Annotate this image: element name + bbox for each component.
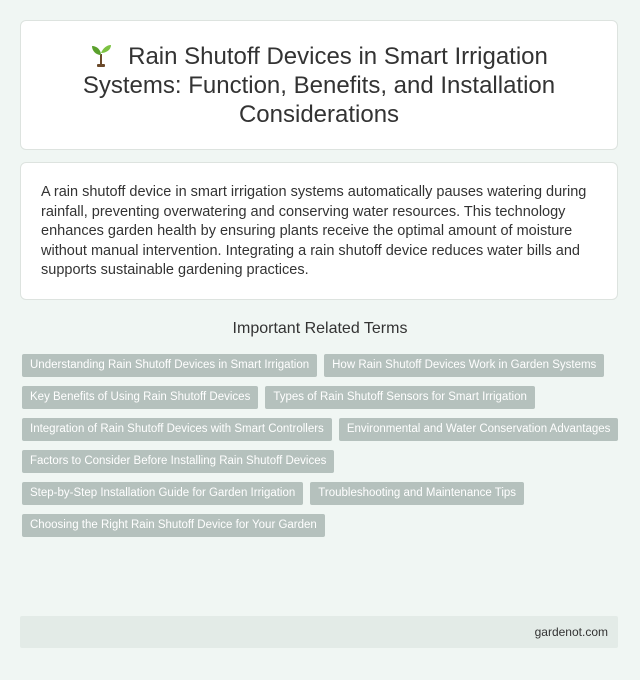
summary-text: A rain shutoff device in smart irrigation systems automatically pauses watering during rainfall, preventing overwatering and conserving water resources. This technology enhances garden health by ensuring plants receive the optimal amount of moisture without manual intervention. Integrating a rain shutoff device reduces water bills and supports sustainable gardening practices. [41, 184, 587, 278]
related-term-tag[interactable]: Understanding Rain Shutoff Devices in Smart Irrigation [22, 354, 317, 377]
related-term-tag[interactable]: Integration of Rain Shutoff Devices with Smart Controllers [22, 418, 332, 441]
related-terms-heading: Important Related Terms [232, 320, 408, 337]
title-card [20, 20, 618, 150]
sprout-icon [90, 43, 112, 67]
summary-card [20, 162, 618, 300]
related-term-tag[interactable]: Choosing the Right Rain Shutoff Device for Your Garden [22, 514, 325, 537]
related-term-tag[interactable]: Factors to Consider Before Installing Rain Shutoff Devices [22, 450, 334, 473]
footer-site[interactable]: gardenot.com [534, 625, 608, 639]
page-title [59, 42, 579, 129]
related-term-tag[interactable]: Step-by-Step Installation Guide for Garden Irrigation [22, 482, 303, 505]
related-term-tag[interactable]: How Rain Shutoff Devices Work in Garden Systems [324, 354, 604, 377]
related-term-tag[interactable]: Types of Rain Shutoff Sensors for Smart Irrigation [265, 386, 535, 409]
related-terms-list [22, 354, 622, 537]
page-title-text: Rain Shutoff Devices in Smart Irrigation Systems: Function, Benefits, and Installation Considerations [82, 42, 556, 128]
footer [20, 616, 618, 648]
related-term-tag[interactable]: Troubleshooting and Maintenance Tips [310, 482, 524, 505]
related-term-tag[interactable]: Environmental and Water Conservation Advantages [339, 418, 619, 441]
related-term-tag[interactable]: Key Benefits of Using Rain Shutoff Devices [22, 386, 258, 409]
